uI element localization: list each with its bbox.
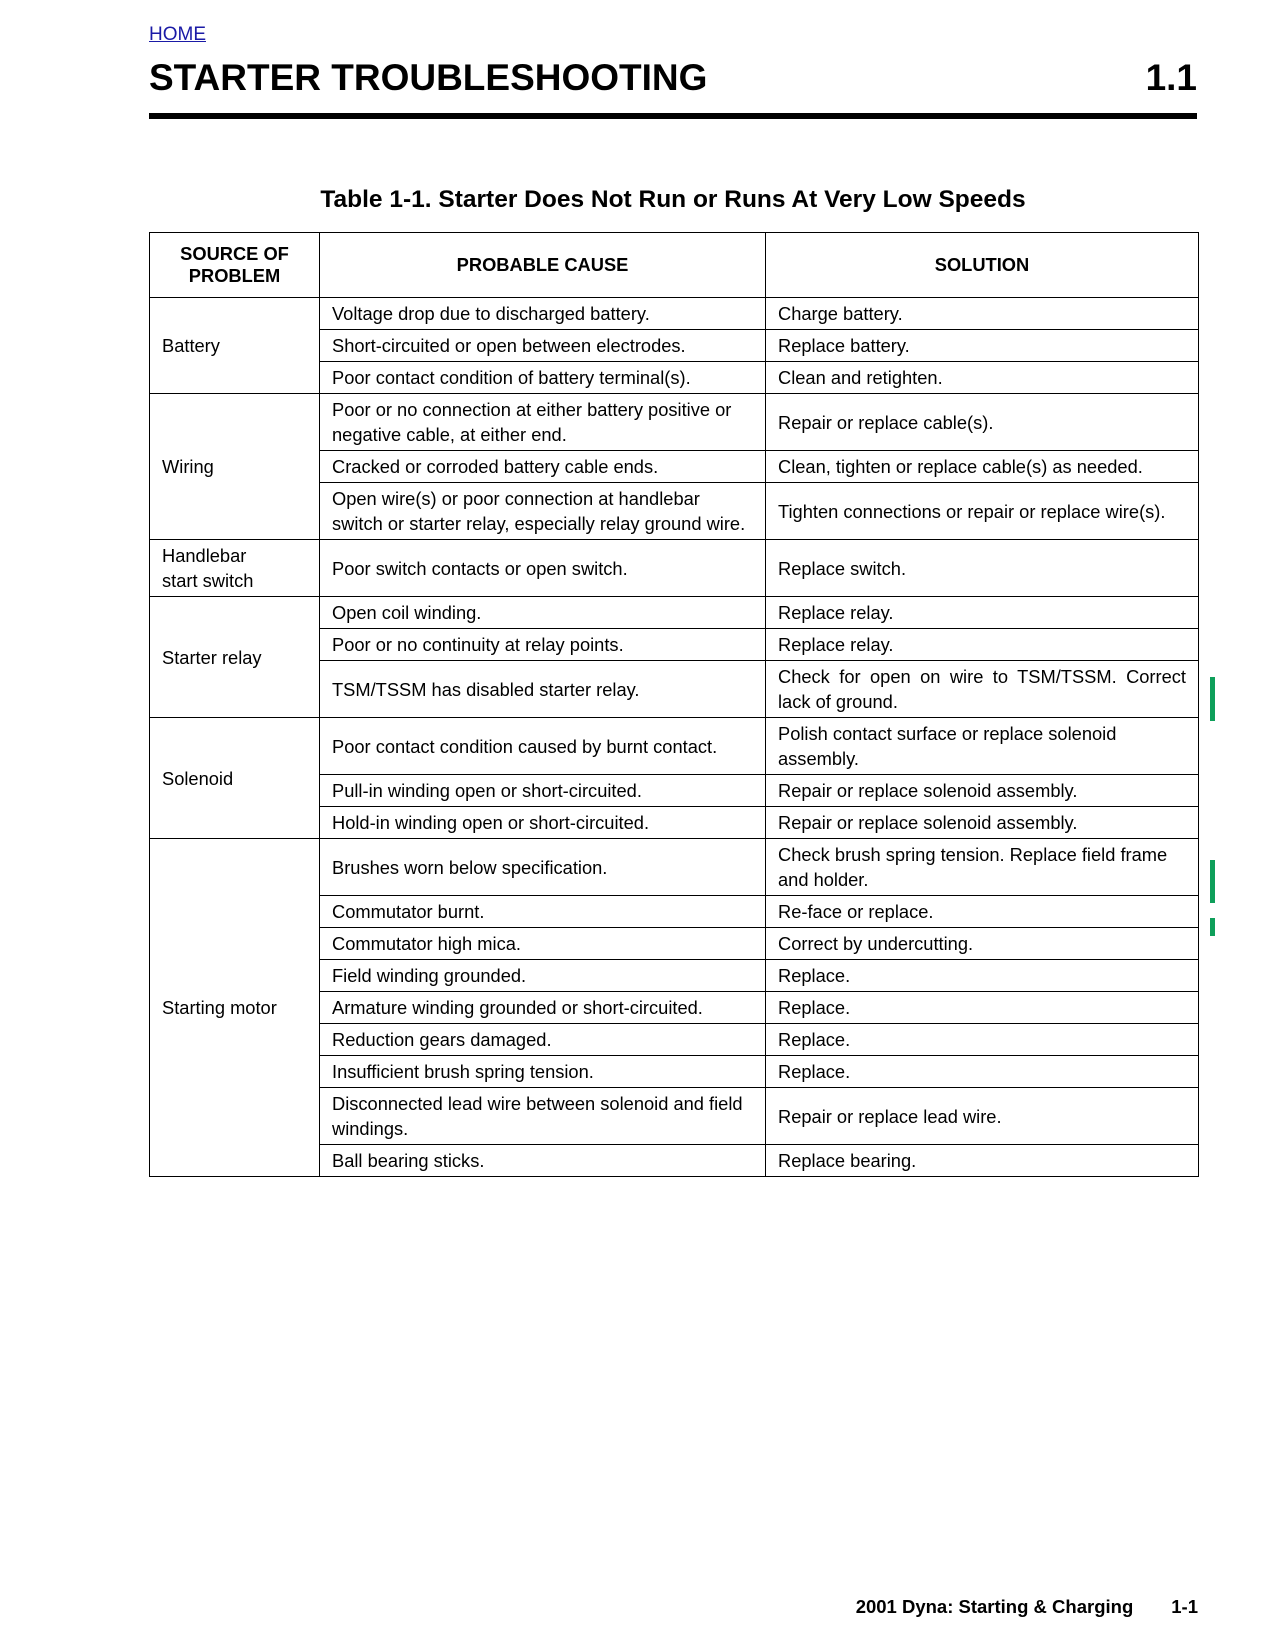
cause-cell: Armature winding grounded or short-circuited. <box>320 992 766 1024</box>
solution-cell: Correct by undercutting. <box>766 928 1199 960</box>
table-caption: Table 1-1. Starter Does Not Run or Runs At Very Low Speeds <box>320 186 1026 213</box>
table-row <box>150 839 1199 896</box>
solution-cell: Replace switch. <box>766 540 1199 597</box>
cause-cell: Open wire(s) or poor connection at handlebar switch or starter relay, especially relay ground wire. <box>320 483 766 540</box>
solution-cell: Replace battery. <box>766 330 1199 362</box>
solution-cell: Repair or replace lead wire. <box>766 1088 1199 1145</box>
cause-cell: TSM/TSSM has disabled starter relay. <box>320 661 766 718</box>
cause-cell: Poor or no continuity at relay points. <box>320 629 766 661</box>
source-text: Handlebar start switch <box>162 545 254 591</box>
change-bar <box>1210 677 1215 721</box>
table-row <box>150 394 1199 451</box>
solution-cell: Repair or replace solenoid assembly. <box>766 775 1199 807</box>
header-rule <box>149 113 1197 119</box>
change-bar <box>1210 918 1215 936</box>
table-row <box>150 540 1199 597</box>
source-cell: Starting motor <box>150 839 320 1177</box>
header-source <box>150 233 320 298</box>
cause-cell: Hold-in winding open or short-circuited. <box>320 807 766 839</box>
cause-cell: Open coil winding. <box>320 597 766 629</box>
table-row <box>150 298 1199 330</box>
section-number: 1.1 <box>1145 57 1197 98</box>
source-cell: Battery <box>150 298 320 394</box>
header-source-line2: PROBLEM <box>188 265 281 286</box>
source-cell: Wiring <box>150 394 320 540</box>
header-cause: PROBABLE CAUSE <box>320 233 766 298</box>
solution-cell: Re-face or replace. <box>766 896 1199 928</box>
change-bar <box>1210 860 1215 903</box>
cause-cell: Disconnected lead wire between solenoid and field windings. <box>320 1088 766 1145</box>
solution-cell: Replace. <box>766 1024 1199 1056</box>
cause-cell: Poor or no connection at either battery positive or negative cable, at either end. <box>320 394 766 451</box>
cause-cell: Brushes worn below specification. <box>320 839 766 896</box>
table-row <box>150 718 1199 775</box>
solution-cell: Replace. <box>766 960 1199 992</box>
footer-page-number: 1-1 <box>1171 1596 1198 1617</box>
cause-cell: Poor contact condition of battery terminal(s). <box>320 362 766 394</box>
cause-cell: Field winding grounded. <box>320 960 766 992</box>
cause-cell: Commutator high mica. <box>320 928 766 960</box>
solution-cell: Check brush spring tension. Replace field frame and holder. <box>766 839 1199 896</box>
cause-cell: Insufficient brush spring tension. <box>320 1056 766 1088</box>
source-cell: Starter relay <box>150 597 320 718</box>
solution-cell: Charge battery. <box>766 298 1199 330</box>
solution-cell: Replace. <box>766 992 1199 1024</box>
cause-cell: Poor switch contacts or open switch. <box>320 540 766 597</box>
page-title: STARTER TROUBLESHOOTING <box>149 57 708 98</box>
cause-cell: Voltage drop due to discharged battery. <box>320 298 766 330</box>
cause-cell: Poor contact condition caused by burnt contact. <box>320 718 766 775</box>
solution-cell: Tighten connections or repair or replace wire(s). <box>766 483 1199 540</box>
solution-cell: Polish contact surface or replace solenoid assembly. <box>766 718 1199 775</box>
solution-cell: Clean and retighten. <box>766 362 1199 394</box>
solution-cell: Repair or replace solenoid assembly. <box>766 807 1199 839</box>
cause-cell: Ball bearing sticks. <box>320 1145 766 1177</box>
source-cell <box>150 540 320 597</box>
page-footer <box>820 1596 1198 1618</box>
solution-cell: Replace. <box>766 1056 1199 1088</box>
home-link[interactable]: HOME <box>149 24 206 45</box>
cause-cell: Cracked or corroded battery cable ends. <box>320 451 766 483</box>
cause-cell: Short-circuited or open between electrodes. <box>320 330 766 362</box>
troubleshooting-table <box>149 232 1199 1177</box>
header-solution: SOLUTION <box>766 233 1199 298</box>
header-source-line1: SOURCE OF <box>180 243 289 264</box>
cause-cell: Commutator burnt. <box>320 896 766 928</box>
solution-cell: Replace bearing. <box>766 1145 1199 1177</box>
source-cell: Solenoid <box>150 718 320 839</box>
solution-cell: Repair or replace cable(s). <box>766 394 1199 451</box>
solution-cell: Check for open on wire to TSM/TSSM. Correct lack of ground. <box>766 661 1199 718</box>
cause-cell: Reduction gears damaged. <box>320 1024 766 1056</box>
solution-cell: Replace relay. <box>766 629 1199 661</box>
table-row <box>150 597 1199 629</box>
page-header <box>149 58 1197 98</box>
solution-cell: Clean, tighten or replace cable(s) as needed. <box>766 451 1199 483</box>
footer-manual-title: 2001 Dyna: Starting & Charging <box>855 1596 1134 1617</box>
solution-cell: Replace relay. <box>766 597 1199 629</box>
table-header-row <box>150 233 1199 298</box>
cause-cell: Pull-in winding open or short-circuited. <box>320 775 766 807</box>
